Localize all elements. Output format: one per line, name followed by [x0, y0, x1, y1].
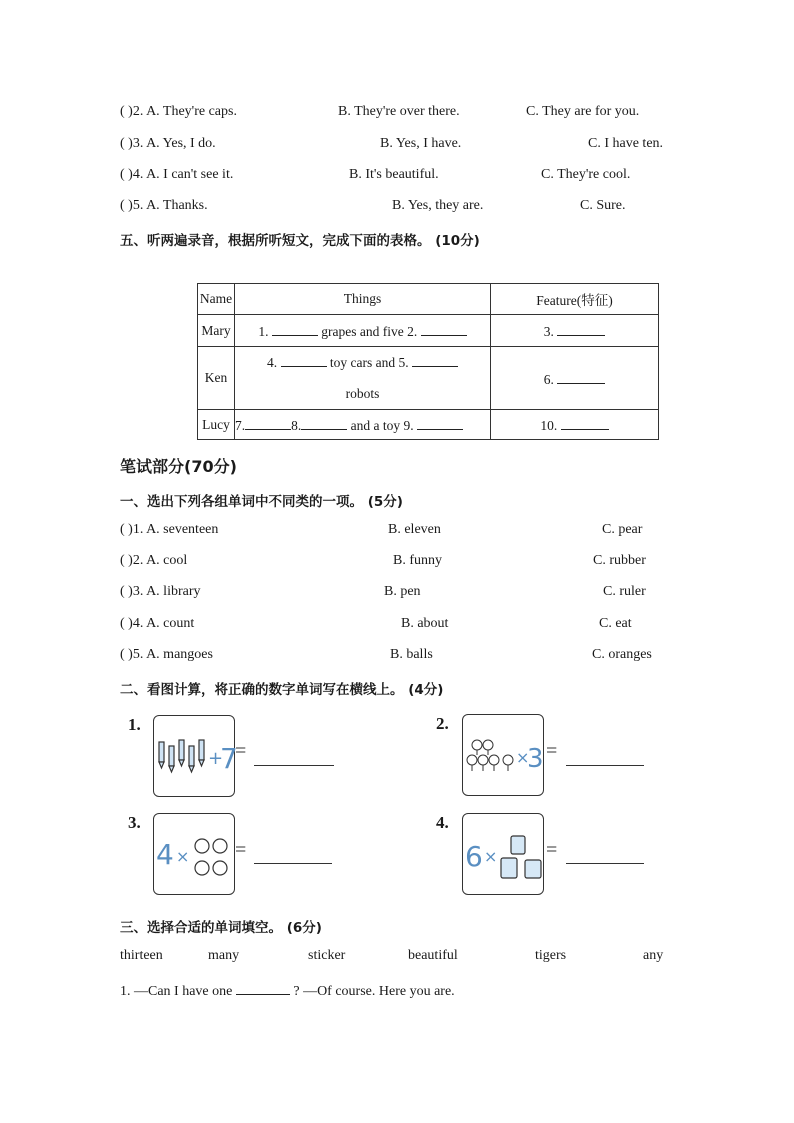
option-c: C. rubber	[593, 553, 646, 568]
word-bank-item: sticker	[308, 948, 346, 963]
option-b: B. They're over there.	[338, 104, 460, 119]
answer-blank[interactable]	[412, 352, 458, 367]
option-b: B. eleven	[388, 522, 441, 537]
option-b: B. It's beautiful.	[349, 167, 439, 182]
listening-table	[197, 283, 659, 440]
answer-blank[interactable]	[561, 415, 609, 430]
operand: 4	[156, 838, 174, 871]
header-name: Name	[198, 284, 235, 315]
option-c: C. ruler	[603, 584, 646, 599]
word-bank-item: any	[643, 948, 664, 963]
list-item: ( )4. A. count	[120, 616, 195, 631]
cell-name: Mary	[198, 315, 235, 347]
word-bank-item: tigers	[535, 948, 567, 963]
option-b: B. Yes, I have.	[380, 136, 462, 151]
answer-line[interactable]	[254, 765, 334, 766]
list-item: ( )4. A. I can't see it.	[120, 167, 234, 182]
operator: ×	[484, 847, 498, 866]
option-c: C. They're cool.	[541, 167, 631, 182]
answer-line[interactable]	[254, 863, 332, 864]
option-b: B. funny	[393, 553, 442, 568]
section-title: 三、选择合适的单词填空。 (6分)	[120, 920, 322, 936]
section-title: 五、听两遍录音，根据所听短文，完成下面的表格。 (10分)	[120, 233, 480, 249]
list-item: ( )2. A. They're caps.	[120, 104, 237, 119]
answer-blank[interactable]	[301, 415, 347, 430]
answer-blank[interactable]	[236, 980, 290, 995]
header-feature: Feature(特征)	[491, 284, 659, 315]
table-row	[198, 315, 659, 347]
equals-sign: =	[546, 839, 558, 861]
option-c: C. eat	[599, 616, 632, 631]
option-b: B. pen	[384, 584, 421, 599]
cup-icon	[463, 814, 543, 894]
equals-sign: =	[235, 839, 247, 861]
problem-number: 4.	[436, 813, 449, 832]
operand: 6	[465, 840, 483, 873]
answer-blank[interactable]	[245, 415, 291, 430]
answer-blank[interactable]	[557, 369, 605, 384]
calc-picture	[153, 813, 235, 895]
word-bank-item: many	[208, 948, 240, 963]
table-row	[198, 284, 659, 315]
header-things: Things	[235, 284, 491, 315]
option-c: C. Sure.	[580, 198, 626, 213]
section-title: 二、看图计算，将正确的数字单词写在横线上。 (4分)	[120, 682, 444, 698]
pencil-icon	[154, 716, 238, 796]
option-c: C. pear	[602, 522, 643, 537]
list-item: ( )3. A. library	[120, 584, 201, 599]
option-c: C. oranges	[592, 647, 652, 662]
list-item: ( )2. A. cool	[120, 553, 188, 568]
word-bank-item: beautiful	[408, 948, 458, 963]
cell-feature: 6.	[491, 347, 659, 410]
list-item: ( )5. A. Thanks.	[120, 198, 208, 213]
answer-line[interactable]	[566, 863, 644, 864]
problem-number: 1.	[128, 715, 141, 734]
equals-sign: =	[235, 740, 247, 762]
apple-icon	[154, 814, 234, 894]
option-b: B. Yes, they are.	[392, 198, 484, 213]
table-row	[198, 347, 659, 410]
operand: 7	[220, 742, 238, 775]
calc-picture	[462, 813, 544, 895]
cell-name: Ken	[198, 347, 235, 410]
flower-icon	[463, 715, 543, 795]
answer-blank[interactable]	[417, 415, 463, 430]
list-item: ( )3. A. Yes, I do.	[120, 136, 216, 151]
calc-picture	[153, 715, 238, 797]
section-title: 一、选出下列各组单词中不同类的一项。 (5分)	[120, 494, 403, 510]
written-part-title: 笔试部分(70分)	[120, 457, 237, 476]
answer-blank[interactable]	[421, 321, 467, 336]
answer-blank[interactable]	[272, 321, 318, 336]
problem-number: 3.	[128, 813, 141, 832]
option-c: C. They are for you.	[526, 104, 640, 119]
word-bank-item: thirteen	[120, 948, 163, 963]
equals-sign: =	[546, 740, 558, 762]
calc-picture	[462, 714, 544, 796]
operator: ×	[176, 847, 190, 866]
cell-feature: 10.	[491, 410, 659, 440]
fill-blank-question: 1. —Can I have one ? —Of course. Here you are.	[120, 980, 455, 1000]
operator: ×	[516, 748, 530, 767]
operand: 3	[527, 744, 544, 774]
option-b: B. about	[401, 616, 449, 631]
list-item: ( )5. A. mangoes	[120, 647, 213, 662]
cell-things: 1. grapes and five 2.	[235, 315, 491, 347]
answer-blank[interactable]	[557, 321, 605, 336]
cell-name: Lucy	[198, 410, 235, 440]
problem-number: 2.	[436, 714, 449, 733]
list-item: ( )1. A. seventeen	[120, 522, 219, 537]
cell-things: 4. toy cars and 5. robots	[235, 347, 491, 410]
table-row	[198, 410, 659, 440]
option-c: C. I have ten.	[588, 136, 664, 151]
answer-blank[interactable]	[281, 352, 327, 367]
option-b: B. balls	[390, 647, 433, 662]
cell-things: 7. 8. and a toy 9.	[235, 410, 491, 440]
operator: +	[208, 748, 224, 769]
answer-line[interactable]	[566, 765, 644, 766]
cell-feature: 3.	[491, 315, 659, 347]
